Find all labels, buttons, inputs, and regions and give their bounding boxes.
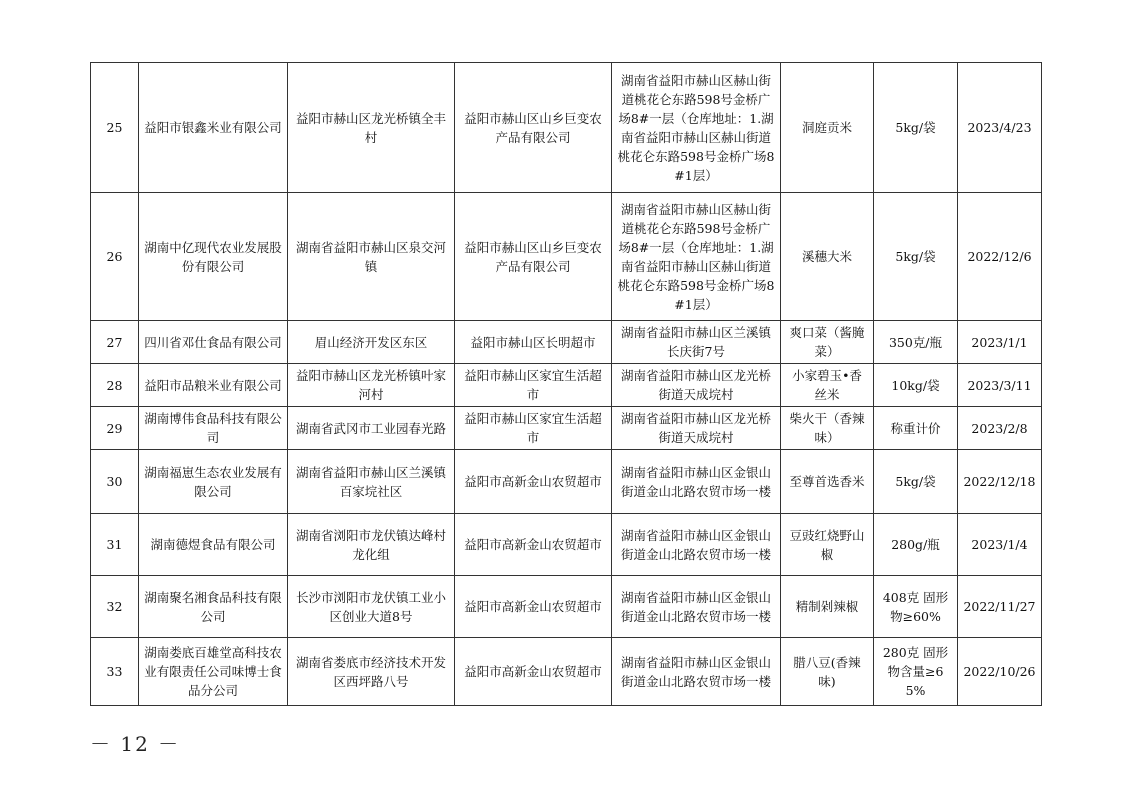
product-name-cell: 洞庭贡米	[781, 63, 874, 193]
row-number-cell: 26	[91, 193, 139, 321]
product-name-cell: 爽口菜（酱腌菜）	[781, 321, 874, 364]
table-row	[91, 193, 1042, 321]
product-name-cell: 豆豉红烧野山椒	[781, 514, 874, 576]
sampled-unit-name-cell: 益阳市高新金山农贸超市	[455, 638, 612, 706]
sampled-unit-name-cell: 益阳市赫山区山乡巨变农产品有限公司	[455, 193, 612, 321]
manufacturer-address-cell: 眉山经济开发区东区	[288, 321, 455, 364]
product-spec-cell: 5kg/袋	[874, 450, 958, 514]
sampled-unit-address-cell: 湖南省益阳市赫山区赫山街道桃花仑东路598号金桥广场8#一层（仓库地址：1.湖南省益阳市赫山区赫山街道桃花仑东路598号金桥广场8#1层）	[612, 193, 781, 321]
production-date-cell: 2022/12/18	[958, 450, 1042, 514]
manufacturer-name-cell: 益阳市品粮米业有限公司	[139, 364, 288, 407]
manufacturer-address-cell: 湖南省益阳市赫山区泉交河镇	[288, 193, 455, 321]
manufacturer-address-cell: 湖南省益阳市赫山区兰溪镇百家垸社区	[288, 450, 455, 514]
row-number-cell: 30	[91, 450, 139, 514]
sampled-unit-address-cell: 湖南省益阳市赫山区金银山街道金山北路农贸市场一楼	[612, 576, 781, 638]
manufacturer-name-cell: 湖南福崽生态农业发展有限公司	[139, 450, 288, 514]
table-row	[91, 514, 1042, 576]
product-name-cell: 柴火干（香辣味）	[781, 407, 874, 450]
sampled-unit-address-cell: 湖南省益阳市赫山区金银山街道金山北路农贸市场一楼	[612, 638, 781, 706]
product-spec-cell: 5kg/袋	[874, 193, 958, 321]
production-date-cell: 2022/10/26	[958, 638, 1042, 706]
sampled-unit-name-cell: 益阳市赫山区家宜生活超市	[455, 364, 612, 407]
sampled-unit-address-cell: 湖南省益阳市赫山区金银山街道金山北路农贸市场一楼	[612, 514, 781, 576]
production-date-cell: 2023/4/23	[958, 63, 1042, 193]
row-number-cell: 27	[91, 321, 139, 364]
table-body	[91, 63, 1042, 706]
table-row	[91, 63, 1042, 193]
manufacturer-address-cell: 湖南省武冈市工业园春光路	[288, 407, 455, 450]
row-number-cell: 29	[91, 407, 139, 450]
product-spec-cell: 280克 固形物含量≥65%	[874, 638, 958, 706]
manufacturer-address-cell: 益阳市赫山区龙光桥镇全丰村	[288, 63, 455, 193]
product-spec-cell: 10kg/袋	[874, 364, 958, 407]
table-row	[91, 638, 1042, 706]
product-name-cell: 至尊首选香米	[781, 450, 874, 514]
manufacturer-name-cell: 四川省邓仕食品有限公司	[139, 321, 288, 364]
product-name-cell: 小家碧玉•香丝米	[781, 364, 874, 407]
sampled-unit-name-cell: 益阳市高新金山农贸超市	[455, 576, 612, 638]
sampled-unit-address-cell: 湖南省益阳市赫山区龙光桥街道天成垸村	[612, 364, 781, 407]
product-name-cell: 精制剁辣椒	[781, 576, 874, 638]
sampled-unit-name-cell: 益阳市赫山区山乡巨变农产品有限公司	[455, 63, 612, 193]
table-row	[91, 321, 1042, 364]
table-row	[91, 450, 1042, 514]
sampled-unit-address-cell: 湖南省益阳市赫山区兰溪镇长庆街7号	[612, 321, 781, 364]
production-date-cell: 2023/2/8	[958, 407, 1042, 450]
product-spec-cell: 称重计价	[874, 407, 958, 450]
sampled-unit-name-cell: 益阳市赫山区家宜生活超市	[455, 407, 612, 450]
manufacturer-name-cell: 湖南娄底百雄堂高科技农业有限责任公司味博士食品分公司	[139, 638, 288, 706]
sampled-unit-address-cell: 湖南省益阳市赫山区金银山街道金山北路农贸市场一楼	[612, 450, 781, 514]
manufacturer-address-cell: 湖南省浏阳市龙伏镇达峰村龙化组	[288, 514, 455, 576]
manufacturer-address-cell: 湖南省娄底市经济技术开发区西坪路八号	[288, 638, 455, 706]
sampled-unit-name-cell: 益阳市高新金山农贸超市	[455, 514, 612, 576]
sampled-unit-name-cell: 益阳市赫山区长明超市	[455, 321, 612, 364]
manufacturer-name-cell: 湖南中亿现代农业发展股份有限公司	[139, 193, 288, 321]
sampled-unit-name-cell: 益阳市高新金山农贸超市	[455, 450, 612, 514]
table-row	[91, 407, 1042, 450]
manufacturer-name-cell: 湖南博伟食品科技有限公司	[139, 407, 288, 450]
product-name-cell: 溪穗大米	[781, 193, 874, 321]
production-date-cell: 2022/11/27	[958, 576, 1042, 638]
sampling-results-table	[90, 62, 1042, 706]
sampled-unit-address-cell: 湖南省益阳市赫山区龙光桥街道天成垸村	[612, 407, 781, 450]
production-date-cell: 2023/1/4	[958, 514, 1042, 576]
manufacturer-name-cell: 益阳市银鑫米业有限公司	[139, 63, 288, 193]
production-date-cell: 2023/3/11	[958, 364, 1042, 407]
table-row	[91, 576, 1042, 638]
page-number: － 12 －	[90, 732, 181, 756]
product-spec-cell: 5kg/袋	[874, 63, 958, 193]
manufacturer-name-cell: 湖南聚名湘食品科技有限公司	[139, 576, 288, 638]
manufacturer-address-cell: 长沙市浏阳市龙伏镇工业小区创业大道8号	[288, 576, 455, 638]
manufacturer-address-cell: 益阳市赫山区龙光桥镇叶家河村	[288, 364, 455, 407]
product-spec-cell: 408克 固形物≥60%	[874, 576, 958, 638]
row-number-cell: 33	[91, 638, 139, 706]
sampled-unit-address-cell: 湖南省益阳市赫山区赫山街道桃花仑东路598号金桥广场8#一层（仓库地址：1.湖南省益阳市赫山区赫山街道桃花仑东路598号金桥广场8#1层）	[612, 63, 781, 193]
product-name-cell: 腊八豆(香辣味)	[781, 638, 874, 706]
row-number-cell: 31	[91, 514, 139, 576]
production-date-cell: 2022/12/6	[958, 193, 1042, 321]
manufacturer-name-cell: 湖南德煜食品有限公司	[139, 514, 288, 576]
product-spec-cell: 280g/瓶	[874, 514, 958, 576]
production-date-cell: 2023/1/1	[958, 321, 1042, 364]
row-number-cell: 32	[91, 576, 139, 638]
product-spec-cell: 350克/瓶	[874, 321, 958, 364]
row-number-cell: 28	[91, 364, 139, 407]
table-row	[91, 364, 1042, 407]
row-number-cell: 25	[91, 63, 139, 193]
